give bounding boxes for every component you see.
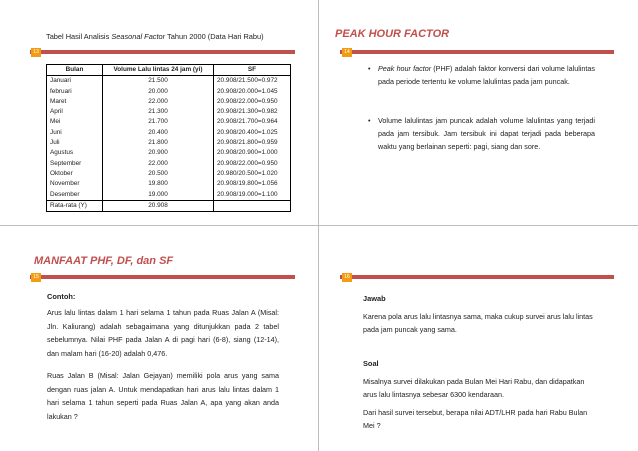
slide-16 [319, 226, 638, 451]
table-row [47, 159, 291, 169]
cell-sf: 20.908/20.000=1.045 [214, 87, 291, 97]
cell-volume: 21.300 [103, 107, 214, 117]
seasonal-factor-table [46, 64, 291, 212]
header-sf: SF [214, 65, 291, 76]
cell-bulan: februari [47, 87, 103, 97]
soal-text-2: Dari hasil survei tersebut, berapa nilai ADT/LHR pada hari Rabu Bulan Mei ? [363, 408, 588, 430]
contoh-paragraph-2: Ruas Jalan B (Misal: Jalan Gejayan) memiliki pola arus yang sama dengan ruas jalan A. Untuk mendapatkan hari arus lalu lintas dalam 1 hari selama 1 tahun seperti pada Ruas Jalan A, apa yang akan anda lakukan ? [47, 371, 279, 421]
table-row [47, 190, 291, 201]
cell-bulan: November [47, 179, 103, 189]
cell-sf: 20.908/22.000=0.950 [214, 97, 291, 107]
bullet-dot: • [368, 116, 371, 125]
slide-15 [0, 226, 318, 451]
cell-volume: 20.500 [103, 169, 214, 179]
cell-volume: 20.908 [103, 200, 214, 211]
cell-bulan: Agustus [47, 148, 103, 158]
cell-sf: 20.908/21.300=0.982 [214, 107, 291, 117]
table-row [47, 179, 291, 189]
table-row [47, 87, 291, 97]
cell-volume: 20.000 [103, 87, 214, 97]
slide-title: MANFAAT PHF, DF, dan SF [34, 255, 174, 267]
jawab-text: Karena pola arus lalu lintasnya sama, maka cukup survei arus lalu lintas pada jam puncak yang sama. [363, 312, 593, 334]
cell-bulan: Juli [47, 138, 103, 148]
cell-volume: 21.700 [103, 117, 214, 127]
cell-volume: 19.800 [103, 179, 214, 189]
bullet-peak-volume [368, 114, 595, 154]
caption-italic: Seasonal Factor [111, 32, 166, 41]
bullet-dot: • [368, 64, 371, 73]
cell-bulan: Oktober [47, 169, 103, 179]
slide-number: 13 [31, 48, 41, 57]
slide-14 [319, 0, 638, 225]
cell-sf: 20.908/19.800=1.056 [214, 179, 291, 189]
table-header-row [47, 65, 291, 76]
bullet-text: (PHF) adalah faktor konversi dari volume lalulintas pada periode tertentu ke volume lalulintas pada jam puncak. [378, 64, 595, 87]
cell-sf: 20.908/20.400=1.025 [214, 128, 291, 138]
cell-sf: 20.908/21.500=0.972 [214, 76, 291, 87]
slide-title: PEAK HOUR FACTOR [335, 28, 450, 40]
table-row [47, 138, 291, 148]
cell-bulan: April [47, 107, 103, 117]
table-row [47, 97, 291, 107]
cell-sf: 20.908/21.800=0.959 [214, 138, 291, 148]
table-row [47, 128, 291, 138]
caption-suffix: Tahun 2000 (Data Hari Rabu) [165, 32, 264, 41]
cell-volume: 22.000 [103, 159, 214, 169]
cell-bulan: Juni [47, 128, 103, 138]
table-row [47, 107, 291, 117]
cell-bulan: Mei [47, 117, 103, 127]
slide-number: 14 [342, 48, 352, 57]
caption-prefix: Tabel Hasil Analisis [46, 32, 112, 41]
slide-number: 15 [31, 273, 41, 282]
slide-number: 16 [342, 273, 352, 282]
cell-sf: 20.908/20.900=1.000 [214, 148, 291, 158]
cell-sf [214, 200, 291, 211]
cell-volume: 20.900 [103, 148, 214, 158]
cell-bulan: Desember [47, 190, 103, 201]
cell-sf: 20.908/22.000=0.950 [214, 159, 291, 169]
cell-bulan: Rata-rata (Y) [47, 200, 103, 211]
table-row-average [47, 200, 291, 211]
slide-13 [0, 0, 318, 225]
contoh-paragraph-1: Arus lalu lintas dalam 1 hari selama 1 tahun pada Ruas Jalan A (Misal: Jln. Kaliurang) adalah sebagaimana yang ditunjukkan pada 2 tabel sebelumnya. Nilai PHF pada Jalan A di pagi hari (6-8), siang (12-14), dan malam hari (16-20) adalah 0,476. [47, 308, 279, 358]
header-volume: Volume Lalu lintas 24 jam (yi) [103, 65, 214, 76]
table-caption [46, 32, 264, 41]
bullet-phf-definition [368, 62, 595, 88]
cell-bulan: Januari [47, 76, 103, 87]
cell-volume: 21.500 [103, 76, 214, 87]
soal-label: Soal [363, 359, 379, 368]
header-bulan: Bulan [47, 65, 103, 76]
cell-sf: 20.908/21.700=0.964 [214, 117, 291, 127]
cell-sf: 20.908/19.000=1.100 [214, 190, 291, 201]
bullet-italic-term: Peak hour factor [378, 64, 432, 73]
accent-bar [30, 275, 295, 279]
table-row [47, 169, 291, 179]
cell-bulan: Maret [47, 97, 103, 107]
table-row [47, 76, 291, 87]
accent-bar [30, 50, 295, 54]
cell-volume: 19.000 [103, 190, 214, 201]
cell-sf: 20.980/20.500=1.020 [214, 169, 291, 179]
accent-bar [340, 50, 614, 54]
contoh-label: Contoh: [47, 292, 76, 301]
table-row [47, 148, 291, 158]
accent-bar [340, 275, 614, 279]
cell-volume: 22.000 [103, 97, 214, 107]
soal-text-1: Misalnya survei dilakukan pada Bulan Mei Hari Rabu, dan didapatkan arus lalu lintasnya sebesar 6300 kendaraan. [363, 377, 585, 399]
table-row [47, 117, 291, 127]
cell-bulan: September [47, 159, 103, 169]
cell-volume: 20.400 [103, 128, 214, 138]
cell-volume: 21.800 [103, 138, 214, 148]
jawab-label: Jawab [363, 294, 386, 303]
bullet-text: Volume lalulintas jam puncak adalah volume lalulintas yang terjadi pada jam tersibuk. Jam tersibuk ini dapat terjadi pada beberapa waktu yang berlainan seperti: pagi, siang dan sore. [378, 116, 595, 152]
